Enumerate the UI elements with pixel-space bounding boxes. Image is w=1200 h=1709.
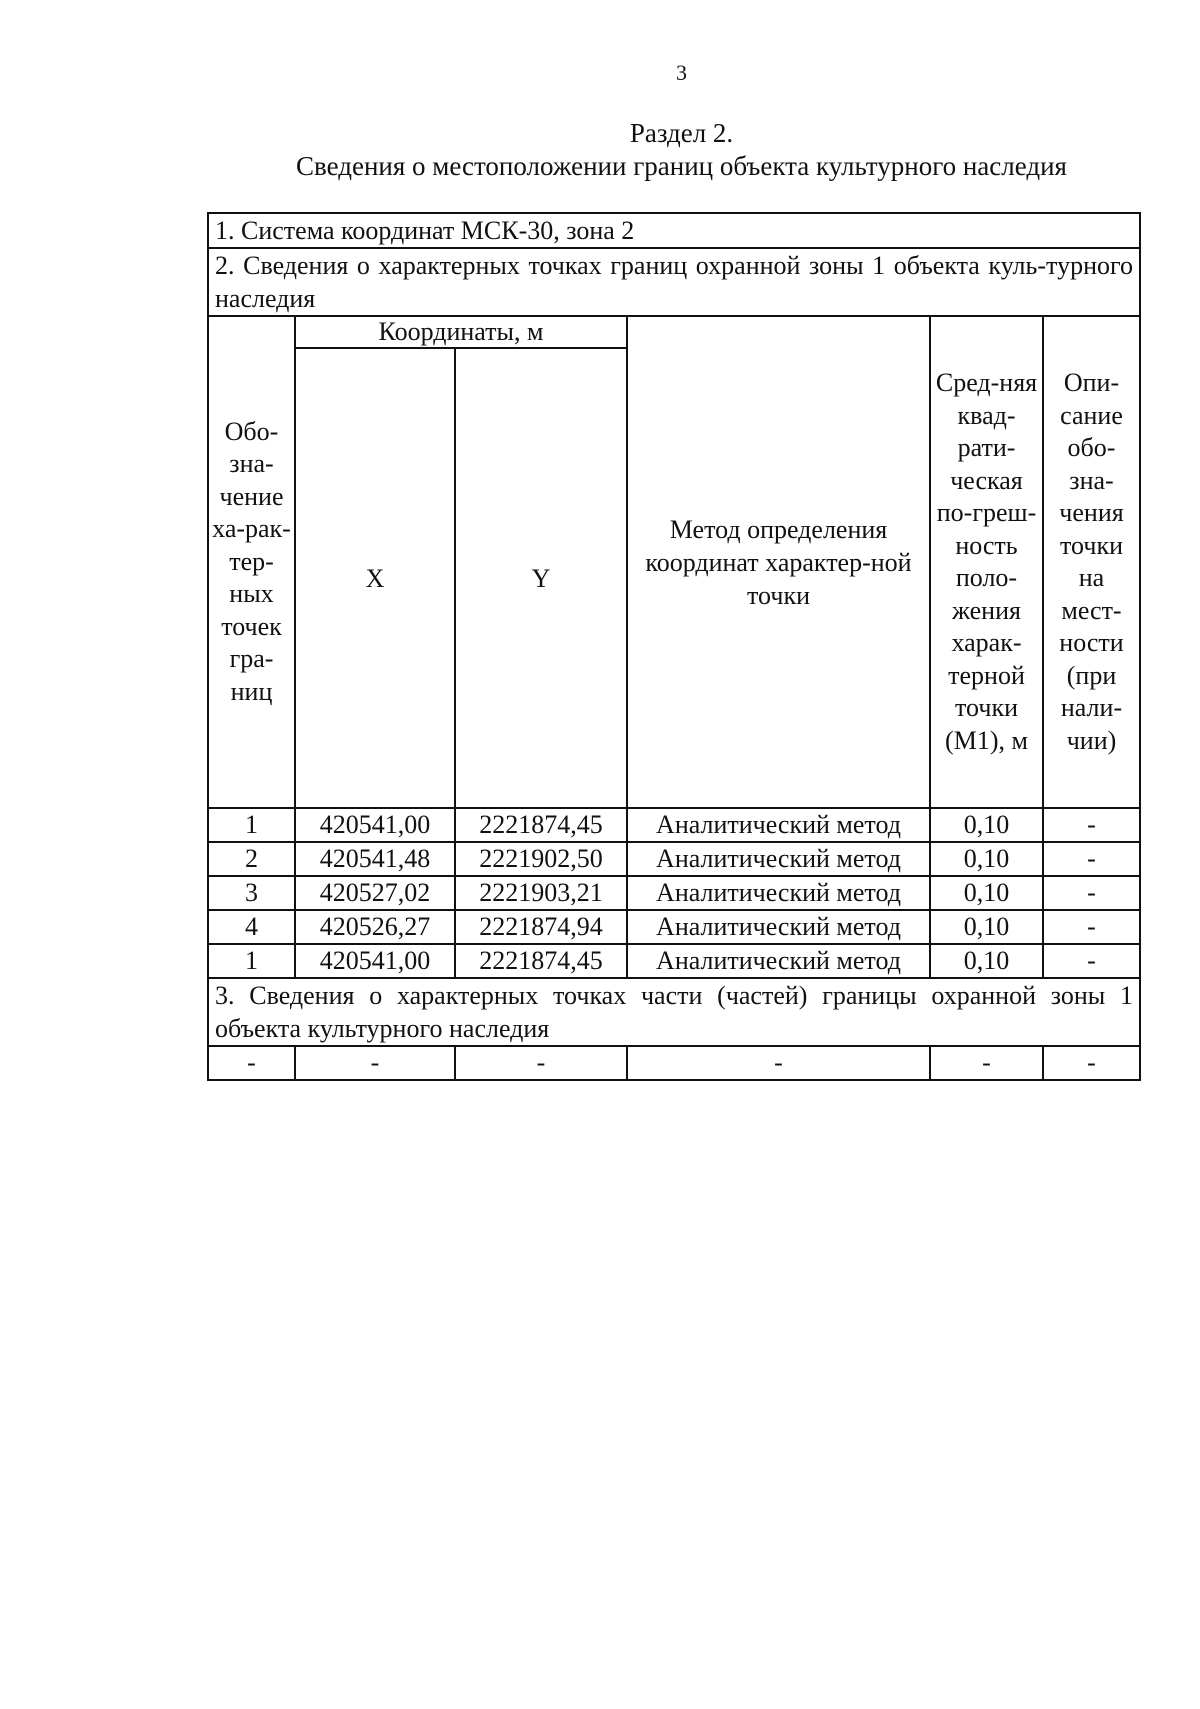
y-coordinate-cell: 2221902,50	[455, 842, 627, 876]
point-number-cell: 2	[208, 842, 295, 876]
section-3-cell: -	[1043, 1046, 1140, 1080]
boundary-table	[207, 212, 1141, 1081]
table-row	[208, 1046, 1140, 1080]
y-coordinate-cell: 2221874,45	[455, 808, 627, 842]
method-cell: Аналитический метод	[627, 944, 930, 978]
method-cell: Аналитический метод	[627, 910, 930, 944]
section-3-cell: -	[295, 1046, 455, 1080]
y-coordinate-cell: 2221874,45	[455, 944, 627, 978]
error-cell: 0,10	[930, 944, 1043, 978]
error-cell: 0,10	[930, 910, 1043, 944]
y-column-header: Y	[455, 348, 627, 808]
section-2-heading-row: 2. Сведения о характерных точках границ охранной зоны 1 объекта куль-турного наследия	[208, 248, 1140, 316]
y-coordinate-cell: 2221903,21	[455, 876, 627, 910]
section-3-heading-row: 3. Сведения о характерных точках части (частей) границы охранной зоны 1 объекта культурного наследия	[208, 978, 1140, 1046]
description-column-header: Опи-сание обо-зна-чения точки на мест-ности (при нали-чии)	[1043, 316, 1140, 808]
section-subtitle: Сведения о местоположении границ объекта культурного наследия	[296, 151, 1067, 181]
point-number-cell: 1	[208, 808, 295, 842]
section-3-cell: -	[930, 1046, 1043, 1080]
method-cell: Аналитический метод	[627, 842, 930, 876]
x-coordinate-cell: 420527,02	[295, 876, 455, 910]
description-cell: -	[1043, 808, 1140, 842]
x-coordinate-cell: 420541,00	[295, 808, 455, 842]
table-row	[208, 876, 1140, 910]
method-column-header: Метод определения координат характер-ной точки	[627, 316, 930, 808]
section-3-cell: -	[208, 1046, 295, 1080]
point-number-cell: 3	[208, 876, 295, 910]
description-cell: -	[1043, 910, 1140, 944]
coordinate-system-row: 1. Система координат МСК-30, зона 2	[208, 213, 1140, 248]
x-column-header: X	[295, 348, 455, 808]
table-row	[208, 808, 1140, 842]
table-row	[208, 842, 1140, 876]
point-number-cell: 1	[208, 944, 295, 978]
x-coordinate-cell: 420541,00	[295, 944, 455, 978]
description-cell: -	[1043, 842, 1140, 876]
x-coordinate-cell: 420541,48	[295, 842, 455, 876]
point-number-cell: 4	[208, 910, 295, 944]
table-row	[208, 910, 1140, 944]
method-cell: Аналитический метод	[627, 876, 930, 910]
table-row	[208, 944, 1140, 978]
error-cell: 0,10	[930, 876, 1043, 910]
error-cell: 0,10	[930, 842, 1043, 876]
section-title: Раздел 2.	[629, 118, 734, 148]
error-column-header: Сред-няя квад-рати-ческая по-греш-ность поло-жения харак-терной точки (М1), м	[930, 316, 1043, 808]
description-cell: -	[1043, 944, 1140, 978]
section-3-cell: -	[627, 1046, 930, 1080]
coordinates-group-header: Координаты, м	[295, 316, 627, 348]
designation-column-header: Обо-зна-чение ха-рак-тер-ных точек гра-ниц	[208, 316, 295, 808]
x-coordinate-cell: 420526,27	[295, 910, 455, 944]
description-cell: -	[1043, 876, 1140, 910]
section-3-cell: -	[455, 1046, 627, 1080]
error-cell: 0,10	[930, 808, 1043, 842]
method-cell: Аналитический метод	[627, 808, 930, 842]
page-number: 3	[676, 60, 687, 85]
y-coordinate-cell: 2221874,94	[455, 910, 627, 944]
